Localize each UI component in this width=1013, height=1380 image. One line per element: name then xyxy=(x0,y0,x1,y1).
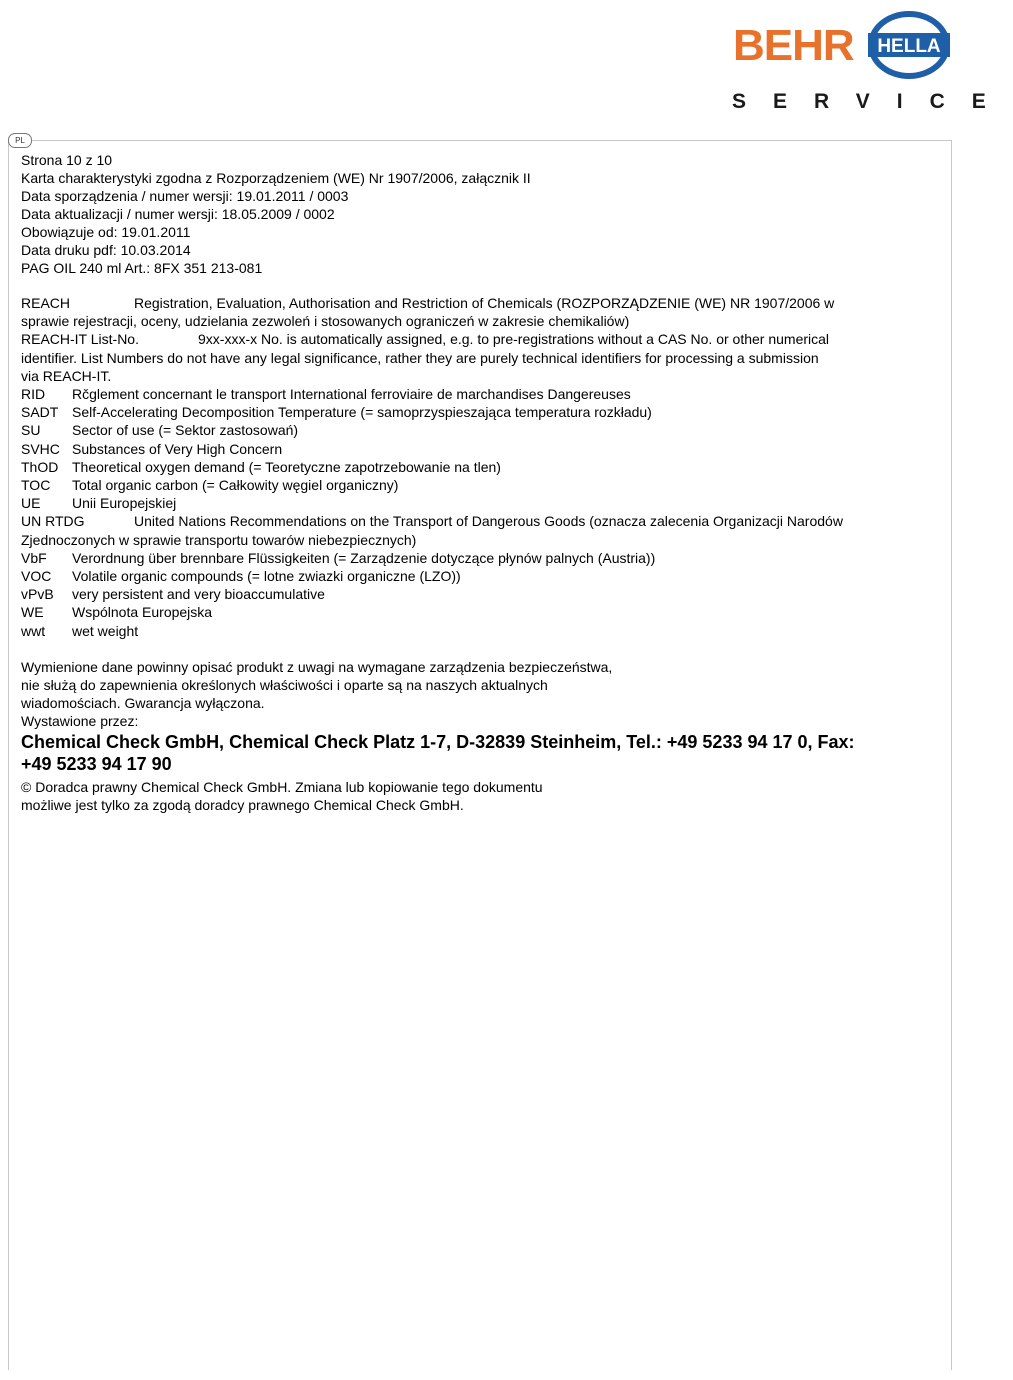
page-frame-top xyxy=(8,140,952,141)
disclaimer-line-2: nie służą do zapewnienia określonych właściwości i oparte są na naszych aktualnych xyxy=(21,677,548,694)
copyright-icon: © xyxy=(21,778,32,795)
abbr-term: UE xyxy=(21,495,41,512)
list-item xyxy=(21,440,939,458)
abbr-definition: very persistent and very bioaccumulative xyxy=(72,586,325,603)
created-date: Data sporządzenia / numer wersji: 19.01.2011 / 0003 xyxy=(21,188,349,204)
abbr-term: TOC xyxy=(21,477,51,494)
abbr-term: SU xyxy=(21,422,41,439)
valid-from: Obowiązuje od: 19.01.2011 xyxy=(21,224,191,240)
abbr-term: VbF xyxy=(21,549,47,566)
copyright-line-1-row xyxy=(21,778,939,796)
list-item xyxy=(21,403,939,421)
list-item xyxy=(21,494,939,512)
reach-it-def-3: via REACH-IT. xyxy=(21,367,112,384)
reach-abbr: REACH xyxy=(21,295,71,311)
issued-by-label: Wystawione przez: xyxy=(21,713,139,730)
list-item xyxy=(21,476,939,494)
abbr-term: SADT xyxy=(21,404,59,421)
list-item xyxy=(21,603,939,621)
un-rtdg-def-2: Zjednoczonych w sprawie transportu towarów niebezpiecznych) xyxy=(21,531,417,548)
service-wordmark: SERVICE xyxy=(732,90,1013,113)
reach-row xyxy=(21,294,939,312)
abbr-term: ThOD xyxy=(21,458,59,475)
abbr-definition: Volatile organic compounds (= lotne zwiazki organiczne (LZO)) xyxy=(72,568,461,585)
page-frame-left xyxy=(8,140,9,1370)
copyright-line-2: możliwe jest tylko za zgodą doradcy prawnego Chemical Check GmbH. xyxy=(21,796,464,813)
abbr-definition: wet weight xyxy=(72,622,139,639)
copyright-line-1: Doradca prawny Chemical Check GmbH. Zmiana lub kopiowanie tego dokumentu xyxy=(31,778,543,795)
abbr-definition: Substances of Very High Concern xyxy=(72,440,283,457)
abbr-definition: Total organic carbon (= Całkowity węgiel organiczny) xyxy=(72,477,399,494)
abbr-term: vPvB xyxy=(21,586,54,603)
list-item xyxy=(21,385,939,403)
abbr-term: WE xyxy=(21,604,44,621)
abbr-definition: Verordnung über brennbare Flüssigkeiten (= Zarządzenie dotyczące płynów palnych (Austria)) xyxy=(72,549,656,566)
page-frame-right xyxy=(951,140,952,1370)
un-rtdg-row xyxy=(21,512,939,530)
product-name: PAG OIL 240 ml Art.: 8FX 351 213-081 xyxy=(21,260,263,276)
behr-logo: BEHR xyxy=(733,21,854,70)
document-header xyxy=(21,151,531,277)
hella-logo-text: HELLA xyxy=(877,36,941,57)
spacer xyxy=(21,640,939,658)
card-title: Karta charakterystyki zgodna z Rozporządzeniem (WE) Nr 1907/2006, załącznik II xyxy=(21,170,531,186)
list-item xyxy=(21,622,939,640)
reach-it-label: REACH-IT List-No. xyxy=(21,331,139,348)
page-number: Strona 10 z 10 xyxy=(21,152,113,168)
updated-date: Data aktualizacji / numer wersji: 18.05.2009 / 0002 xyxy=(21,206,335,222)
document-body xyxy=(21,294,939,814)
un-rtdg-abbr: UN RTDG xyxy=(21,513,85,530)
abbr-term: VOC xyxy=(21,568,52,585)
list-item xyxy=(21,549,939,567)
list-item xyxy=(21,585,939,603)
issuer-line-2: +49 5233 94 17 90 xyxy=(21,753,172,774)
list-item xyxy=(21,421,939,439)
abbr-definition: Self-Accelerating Decomposition Temperature (= samoprzyspieszająca temperatura rozkładu) xyxy=(72,404,652,421)
list-item xyxy=(21,458,939,476)
issuer-line-1: Chemical Check GmbH, Chemical Check Platz 1-7, D-32839 Steinheim, Tel.: +49 5233 94 17 0, Fax: xyxy=(21,731,855,752)
disclaimer-line-1: Wymienione dane powinny opisać produkt z uwagi na wymagane zarządzenia bezpieczeństwa, xyxy=(21,658,613,675)
abbr-definition: Rčglement concernant le transport International ferroviaire de marchandises Dangereuses xyxy=(72,386,631,403)
abbr-definition: Wspólnota Europejska xyxy=(72,604,213,621)
issuer-block xyxy=(21,731,939,775)
copyright-block xyxy=(21,778,939,814)
print-date: Data druku pdf: 10.03.2014 xyxy=(21,242,191,258)
list-item xyxy=(21,567,939,585)
abbr-definition: Unii Europejskiej xyxy=(72,495,177,512)
disclaimer-line-3: wiadomościach. Gwarancja wyłączona. xyxy=(21,695,265,712)
disclaimer xyxy=(21,658,939,713)
abbr-definition: Theoretical oxygen demand (= Teoretyczne zapotrzebowanie na tlen) xyxy=(72,458,501,475)
language-badge: PL xyxy=(8,133,32,148)
abbr-definition: Sector of use (= Sektor zastosowań) xyxy=(72,422,299,439)
un-rtdg-def-1: United Nations Recommendations on the Transport of Dangerous Goods (oznacza zalecenia Organizacji Narodów xyxy=(134,513,843,530)
reach-it-def-1: 9xx-xxx-x No. is automatically assigned, e.g. to pre-registrations without a CAS No. or other numerical xyxy=(198,331,830,348)
abbr-term: SVHC xyxy=(21,440,60,457)
abbreviation-list-2 xyxy=(21,549,939,640)
reach-def-2: sprawie rejestracji, oceny, udzielania zezwoleń i stosowanych ograniczeń w zakresie chemikaliów) xyxy=(21,313,630,330)
reach-def-1: Registration, Evaluation, Authorisation and Restriction of Chemicals (ROZPORZĄDZENIE (WE) NR 1907/2006 w xyxy=(134,295,835,311)
abbr-term: RID xyxy=(21,386,46,403)
reach-it-row xyxy=(21,330,939,348)
hella-logo xyxy=(866,9,952,81)
reach-it-def-2: identifier. List Numbers do not have any legal significance, rather they are purely technical identifiers for processing a submission xyxy=(21,349,819,366)
abbr-term: wwt xyxy=(21,622,46,639)
abbreviation-list xyxy=(21,385,939,512)
brand-logo-area xyxy=(720,6,1013,118)
